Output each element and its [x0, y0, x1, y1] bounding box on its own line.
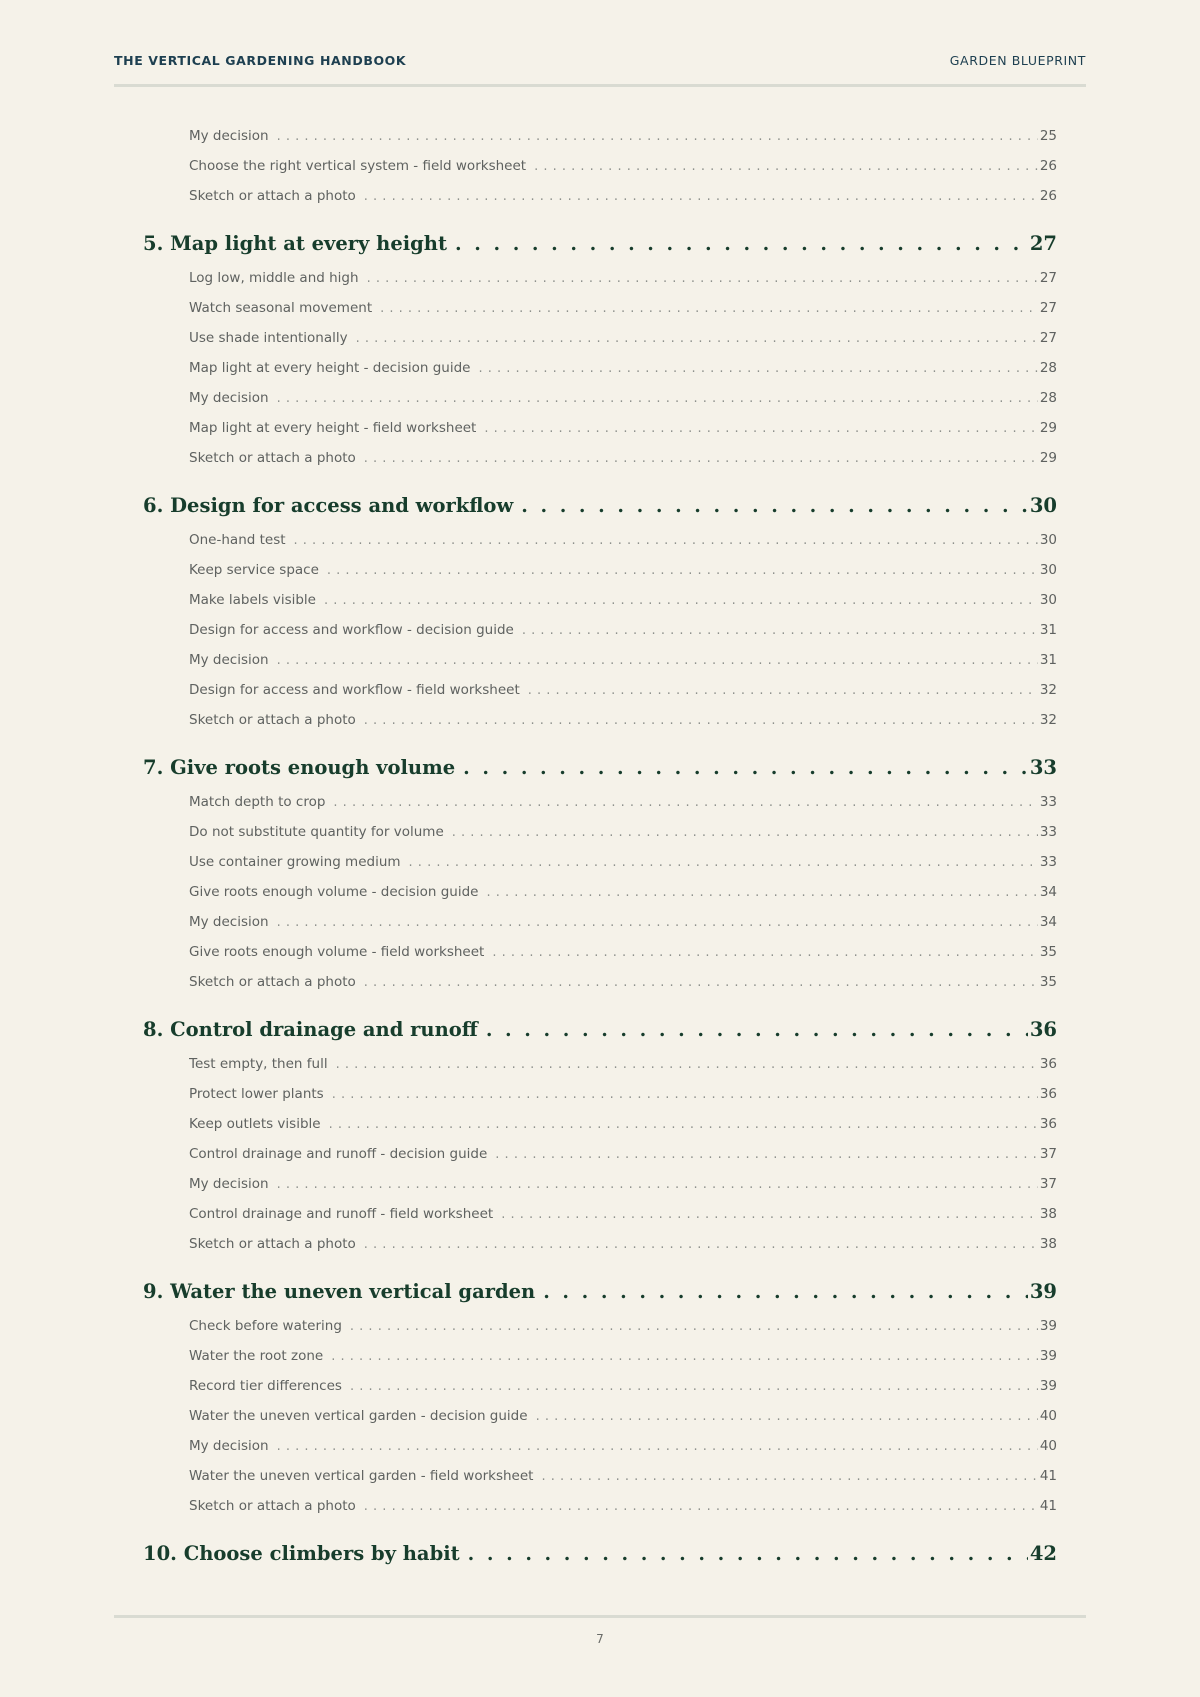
- dot-leader: [463, 749, 1028, 787]
- toc-entry[interactable]: [189, 1491, 1057, 1521]
- toc-entry[interactable]: [189, 353, 1057, 383]
- dot-leader: [364, 1492, 1038, 1521]
- toc-entry-label: Sketch or attach a photo: [189, 450, 356, 466]
- toc-entry-label: Sketch or attach a photo: [189, 712, 356, 728]
- dot-leader: [333, 788, 1037, 817]
- toc-entry-label: Water the root zone: [189, 1348, 324, 1364]
- header-divider: [114, 84, 1086, 87]
- dot-leader: [528, 676, 1038, 705]
- toc-chapter[interactable]: [143, 1535, 1057, 1573]
- toc-entry-page: 38: [1039, 1236, 1057, 1252]
- toc-entry-page: 33: [1039, 794, 1057, 810]
- toc-entry[interactable]: [189, 1079, 1057, 1109]
- toc-entry-page: 38: [1039, 1206, 1057, 1222]
- toc-entry[interactable]: [189, 847, 1057, 877]
- dot-leader: [324, 586, 1038, 615]
- toc-chapter-label: 8. Control drainage and runoff: [143, 1018, 478, 1041]
- toc-entry[interactable]: [189, 675, 1057, 705]
- dot-leader: [350, 1312, 1038, 1341]
- toc-chapter-label: 5. Map light at every height: [143, 232, 447, 255]
- toc-entry[interactable]: [189, 1049, 1057, 1079]
- toc-entry[interactable]: [189, 263, 1057, 293]
- toc-entry-page: 37: [1039, 1176, 1057, 1192]
- toc-entry[interactable]: [189, 1371, 1057, 1401]
- dot-leader: [277, 384, 1038, 413]
- toc-entry-label: Control drainage and runoff - decision guide: [189, 1146, 488, 1162]
- toc-chapter-label: 10. Choose climbers by habit: [143, 1542, 460, 1565]
- toc-entry-label: Test empty, then full: [189, 1056, 328, 1072]
- dot-leader: [294, 526, 1038, 555]
- dot-leader: [452, 818, 1038, 847]
- dot-leader: [455, 225, 1028, 263]
- toc-entry-label: My decision: [189, 914, 269, 930]
- toc-entry[interactable]: [189, 1341, 1057, 1371]
- toc-entry-label: Log low, middle and high: [189, 270, 359, 286]
- toc-entry-page: 31: [1039, 622, 1057, 638]
- toc-entry[interactable]: [189, 615, 1057, 645]
- dot-leader: [367, 264, 1038, 293]
- toc-entry[interactable]: [189, 877, 1057, 907]
- toc-entry[interactable]: [189, 967, 1057, 997]
- dot-leader: [332, 1080, 1038, 1109]
- toc-entry-page: 32: [1039, 682, 1057, 698]
- toc-entry-page: 35: [1039, 974, 1057, 990]
- dot-leader: [478, 354, 1037, 383]
- dot-leader: [329, 1110, 1038, 1139]
- toc-entry-page: 26: [1039, 158, 1057, 174]
- table-of-contents: [0, 121, 1200, 1573]
- dot-leader: [486, 878, 1037, 907]
- toc-entry-page: 34: [1039, 914, 1057, 930]
- dot-leader: [364, 444, 1038, 473]
- toc-chapter-label: 6. Design for access and workflow: [143, 494, 514, 517]
- toc-entry-page: 40: [1039, 1408, 1057, 1424]
- toc-entry[interactable]: [189, 1109, 1057, 1139]
- toc-entry-page: 41: [1039, 1468, 1057, 1484]
- toc-entry-page: 36: [1039, 1086, 1057, 1102]
- toc-chapter-page: 42: [1029, 1542, 1057, 1565]
- dot-leader: [486, 1011, 1028, 1049]
- toc-chapter[interactable]: [143, 749, 1057, 787]
- toc-entry-page: 33: [1039, 824, 1057, 840]
- toc-entry-page: 30: [1039, 592, 1057, 608]
- toc-entry-page: 41: [1039, 1498, 1057, 1514]
- dot-leader: [543, 1273, 1028, 1311]
- toc-entry-page: 39: [1039, 1348, 1057, 1364]
- toc-entry-label: Give roots enough volume - field worksheet: [189, 944, 485, 960]
- dot-leader: [536, 1402, 1038, 1431]
- toc-entry[interactable]: [189, 1431, 1057, 1461]
- toc-entry-label: Control drainage and runoff - field worksheet: [189, 1206, 494, 1222]
- toc-entry-label: Keep service space: [189, 562, 319, 578]
- toc-entry-label: Water the uneven vertical garden - field worksheet: [189, 1468, 534, 1484]
- toc-entry[interactable]: [189, 817, 1057, 847]
- toc-entry-label: Give roots enough volume - decision guide: [189, 884, 479, 900]
- toc-entry-page: 32: [1039, 712, 1057, 728]
- toc-chapter[interactable]: [143, 1011, 1057, 1049]
- toc-entry-label: Match depth to crop: [189, 794, 326, 810]
- toc-entry-page: 36: [1039, 1056, 1057, 1072]
- toc-entry-label: Protect lower plants: [189, 1086, 324, 1102]
- toc-chapter-page: 27: [1029, 232, 1057, 255]
- toc-entry-label: My decision: [189, 390, 269, 406]
- toc-entry[interactable]: [189, 787, 1057, 817]
- toc-entry[interactable]: [189, 151, 1057, 181]
- dot-leader: [327, 556, 1038, 585]
- toc-entry-page: 29: [1039, 420, 1057, 436]
- toc-entry-label: Sketch or attach a photo: [189, 188, 356, 204]
- toc-entry-page: 28: [1039, 390, 1057, 406]
- dot-leader: [521, 487, 1028, 525]
- toc-entry-label: Use container growing medium: [189, 854, 401, 870]
- toc-entry-page: 36: [1039, 1116, 1057, 1132]
- toc-chapter-page: 33: [1029, 756, 1057, 779]
- page-number: 7: [596, 1632, 604, 1646]
- toc-chapter[interactable]: [143, 1273, 1057, 1311]
- dot-leader: [350, 1372, 1038, 1401]
- toc-entry-label: Sketch or attach a photo: [189, 1236, 356, 1252]
- toc-entry-page: 31: [1039, 652, 1057, 668]
- toc-entry-page: 30: [1039, 532, 1057, 548]
- toc-chapter[interactable]: [143, 225, 1057, 263]
- toc-entry-page: 25: [1039, 128, 1057, 144]
- toc-entry-label: Make labels visible: [189, 592, 316, 608]
- dot-leader: [277, 1432, 1038, 1461]
- toc-chapter-label: 9. Water the uneven vertical garden: [143, 1280, 536, 1303]
- dot-leader: [277, 122, 1038, 151]
- toc-chapter-label: 7. Give roots enough volume: [143, 756, 456, 779]
- toc-entry[interactable]: [189, 1169, 1057, 1199]
- toc-entry-page: 27: [1039, 330, 1057, 346]
- dot-leader: [364, 968, 1038, 997]
- toc-entry[interactable]: [189, 443, 1057, 473]
- toc-entry[interactable]: [189, 1311, 1057, 1341]
- toc-entry[interactable]: [189, 907, 1057, 937]
- toc-entry[interactable]: [189, 555, 1057, 585]
- toc-entry-label: My decision: [189, 652, 269, 668]
- toc-entry[interactable]: [189, 121, 1057, 151]
- toc-entry[interactable]: [189, 293, 1057, 323]
- toc-chapter-page: 36: [1029, 1018, 1057, 1041]
- dot-leader: [277, 646, 1038, 675]
- toc-entry-page: 27: [1039, 270, 1057, 286]
- toc-entry-label: Record tier differences: [189, 1378, 342, 1394]
- dot-leader: [541, 1462, 1037, 1491]
- toc-entry-page: 27: [1039, 300, 1057, 316]
- footer-divider: [114, 1615, 1086, 1618]
- dot-leader: [495, 1140, 1038, 1169]
- dot-leader: [380, 294, 1038, 323]
- toc-entry[interactable]: [189, 181, 1057, 211]
- dot-leader: [277, 1170, 1038, 1199]
- dot-leader: [409, 848, 1038, 877]
- toc-entry-page: 26: [1039, 188, 1057, 204]
- running-header: [114, 48, 1086, 72]
- toc-entry-label: Watch seasonal movement: [189, 300, 373, 316]
- toc-entry-page: 39: [1039, 1378, 1057, 1394]
- toc-entry[interactable]: [189, 1139, 1057, 1169]
- toc-entry-label: One-hand test: [189, 532, 286, 548]
- toc-entry[interactable]: [189, 1401, 1057, 1431]
- dot-leader: [277, 908, 1038, 937]
- toc-entry[interactable]: [189, 1199, 1057, 1229]
- section-title: GARDEN BLUEPRINT: [949, 52, 1086, 68]
- dot-leader: [356, 324, 1038, 353]
- toc-entry-label: Keep outlets visible: [189, 1116, 321, 1132]
- dot-leader: [522, 616, 1038, 645]
- toc-entry[interactable]: [189, 383, 1057, 413]
- toc-entry[interactable]: [189, 323, 1057, 353]
- toc-entry[interactable]: [189, 413, 1057, 443]
- toc-entry-page: 37: [1039, 1146, 1057, 1162]
- dot-leader: [484, 414, 1037, 443]
- book-title: THE VERTICAL GARDENING HANDBOOK: [114, 52, 407, 68]
- dot-leader: [364, 182, 1038, 211]
- toc-entry-label: Check before watering: [189, 1318, 342, 1334]
- dot-leader: [534, 152, 1038, 181]
- toc-entry-label: Sketch or attach a photo: [189, 974, 356, 990]
- toc-entry-label: My decision: [189, 1176, 269, 1192]
- dot-leader: [364, 1230, 1038, 1259]
- dot-leader: [331, 1342, 1038, 1371]
- toc-entry[interactable]: [189, 525, 1057, 555]
- toc-entry[interactable]: [189, 705, 1057, 735]
- toc-chapter-page: 30: [1029, 494, 1057, 517]
- toc-entry-label: Map light at every height - field worksheet: [189, 420, 477, 436]
- dot-leader: [336, 1050, 1038, 1079]
- toc-entry[interactable]: [189, 1461, 1057, 1491]
- toc-entry-page: 28: [1039, 360, 1057, 376]
- toc-entry-label: Sketch or attach a photo: [189, 1498, 356, 1514]
- toc-entry-page: 35: [1039, 944, 1057, 960]
- toc-entry[interactable]: [189, 1229, 1057, 1259]
- dot-leader: [364, 706, 1038, 735]
- toc-entry-label: Map light at every height - decision guide: [189, 360, 471, 376]
- toc-entry-label: Do not substitute quantity for volume: [189, 824, 444, 840]
- toc-entry-page: 40: [1039, 1438, 1057, 1454]
- toc-entry-page: 29: [1039, 450, 1057, 466]
- toc-entry[interactable]: [189, 585, 1057, 615]
- toc-entry-label: Design for access and workflow - decision guide: [189, 622, 514, 638]
- toc-entry-label: My decision: [189, 128, 269, 144]
- toc-entry-label: Design for access and workflow - field worksheet: [189, 682, 520, 698]
- toc-entry-page: 39: [1039, 1318, 1057, 1334]
- toc-entry-page: 30: [1039, 562, 1057, 578]
- toc-entry[interactable]: [189, 645, 1057, 675]
- dot-leader: [468, 1535, 1028, 1573]
- toc-entry-label: Use shade intentionally: [189, 330, 348, 346]
- toc-entry-label: My decision: [189, 1438, 269, 1454]
- toc-chapter[interactable]: [143, 487, 1057, 525]
- toc-entry-page: 33: [1039, 854, 1057, 870]
- dot-leader: [501, 1200, 1038, 1229]
- toc-entry[interactable]: [189, 937, 1057, 967]
- dot-leader: [492, 938, 1037, 967]
- toc-entry-page: 34: [1039, 884, 1057, 900]
- toc-chapter-page: 39: [1029, 1280, 1057, 1303]
- toc-entry-label: Choose the right vertical system - field worksheet: [189, 158, 527, 174]
- toc-entry-label: Water the uneven vertical garden - decision guide: [189, 1408, 528, 1424]
